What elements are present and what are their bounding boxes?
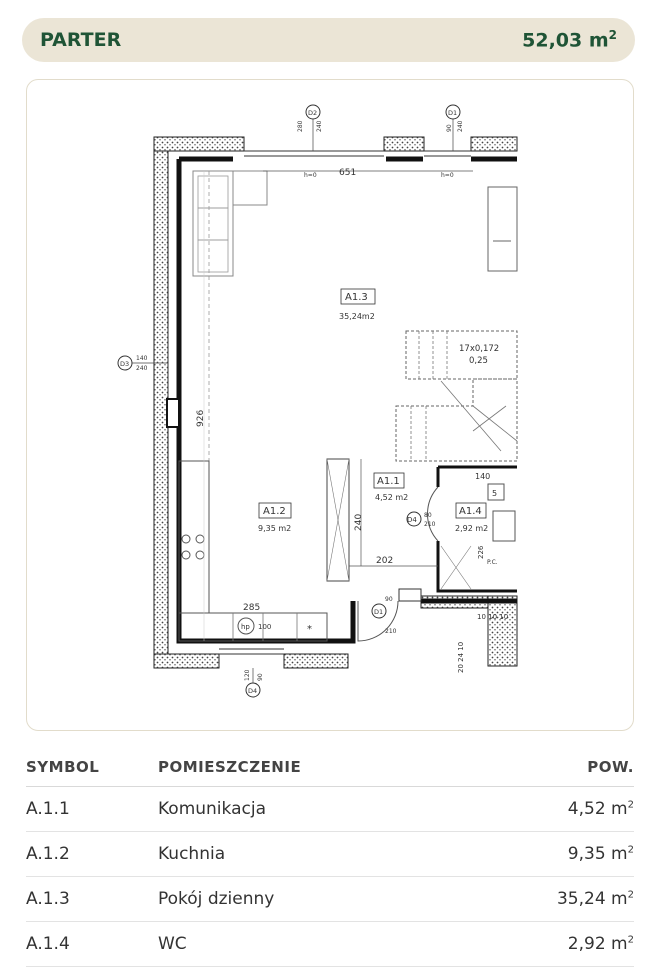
svg-text:h=0: h=0 <box>441 172 454 179</box>
row-area: 35,24 $m^2$ <box>556 889 634 909</box>
svg-text:100: 100 <box>258 623 272 631</box>
row-area: 9,35 $m^2$ <box>567 844 634 864</box>
header-room: POMIESZCZENIE <box>158 758 302 776</box>
room-code-a12: A1.2 <box>263 506 286 517</box>
room-code-a11: A1.1 <box>377 476 400 487</box>
svg-text:5: 5 <box>492 489 498 498</box>
floor-plan-drawing <box>27 80 634 731</box>
wall-right-bottom <box>488 596 517 666</box>
svg-text:hp: hp <box>241 623 250 631</box>
svg-text:D2: D2 <box>308 109 318 117</box>
header-symbol: SYMBOL <box>26 758 100 776</box>
row-room: Kuchnia <box>158 844 226 864</box>
svg-text:651: 651 <box>339 168 357 178</box>
table-row <box>26 787 634 832</box>
svg-text:P.C.: P.C. <box>487 559 498 566</box>
svg-text:285: 285 <box>243 603 261 613</box>
svg-text:90: 90 <box>446 124 453 132</box>
svg-text:D3: D3 <box>120 360 130 368</box>
svg-text:D4: D4 <box>248 687 258 695</box>
floor-area: 52,03 $m^2$ <box>522 28 617 52</box>
wall-bottom-left <box>154 654 219 668</box>
svg-text:240: 240 <box>457 120 464 132</box>
svg-text:0,25: 0,25 <box>469 356 488 366</box>
svg-text:240: 240 <box>136 365 148 372</box>
wall-bottom-mid <box>284 654 348 668</box>
row-symbol: A.1.1 <box>26 799 70 819</box>
row-room: Komunikacja <box>158 799 266 819</box>
svg-text:D1: D1 <box>374 608 384 616</box>
room-area-a14: 2,92 m2 <box>455 524 489 533</box>
svg-text:20 24 10: 20 24 10 <box>457 641 465 673</box>
wall-top-left <box>154 137 244 151</box>
row-symbol: A.1.3 <box>26 889 70 909</box>
svg-text:240: 240 <box>354 513 364 531</box>
svg-text:D1: D1 <box>448 109 458 117</box>
svg-text:90: 90 <box>257 673 264 681</box>
table-header-row <box>26 748 634 787</box>
table-row <box>26 832 634 877</box>
svg-text:h=0: h=0 <box>304 172 317 179</box>
floor-title: PARTER <box>40 29 122 51</box>
rooms-table <box>26 748 634 967</box>
svg-text:210: 210 <box>424 521 436 528</box>
room-code-a14: A1.4 <box>459 506 482 517</box>
room-area-a13: 35,24m2 <box>339 312 375 321</box>
svg-text:140: 140 <box>136 355 148 362</box>
row-area: 2,92 $m^2$ <box>567 934 634 954</box>
svg-text:120: 120 <box>244 669 251 681</box>
floor-plan-card <box>26 79 634 731</box>
svg-text:926: 926 <box>196 409 206 427</box>
svg-text:D4: D4 <box>407 516 417 524</box>
svg-text:*: * <box>307 624 312 635</box>
room-code-a13: A1.3 <box>345 292 368 303</box>
row-room: WC <box>158 934 187 954</box>
svg-text:80: 80 <box>424 512 432 519</box>
svg-text:90: 90 <box>385 596 393 603</box>
header-bar <box>22 18 635 62</box>
room-area-a11: 4,52 m2 <box>375 493 409 502</box>
svg-text:140: 140 <box>475 472 491 481</box>
svg-text:10 10 10: 10 10 10 <box>477 613 509 621</box>
room-area-a12: 9,35 m2 <box>258 524 292 533</box>
svg-text:226: 226 <box>477 545 485 559</box>
wall-left-outer <box>154 137 168 667</box>
svg-text:210: 210 <box>385 628 397 635</box>
row-symbol: A.1.4 <box>26 934 70 954</box>
svg-text:202: 202 <box>376 556 394 566</box>
svg-text:280: 280 <box>297 120 304 132</box>
row-area: 4,52 $m^2$ <box>567 799 634 819</box>
svg-text:240: 240 <box>316 120 323 132</box>
wall-top-mid <box>384 137 424 151</box>
wall-top-right <box>471 137 517 151</box>
table-row <box>26 877 634 922</box>
row-room: Pokój dzienny <box>158 889 275 909</box>
row-symbol: A.1.2 <box>26 844 70 864</box>
svg-text:17x0,172: 17x0,172 <box>459 344 500 354</box>
header-area: POW. <box>587 758 634 776</box>
table-row <box>26 922 634 967</box>
